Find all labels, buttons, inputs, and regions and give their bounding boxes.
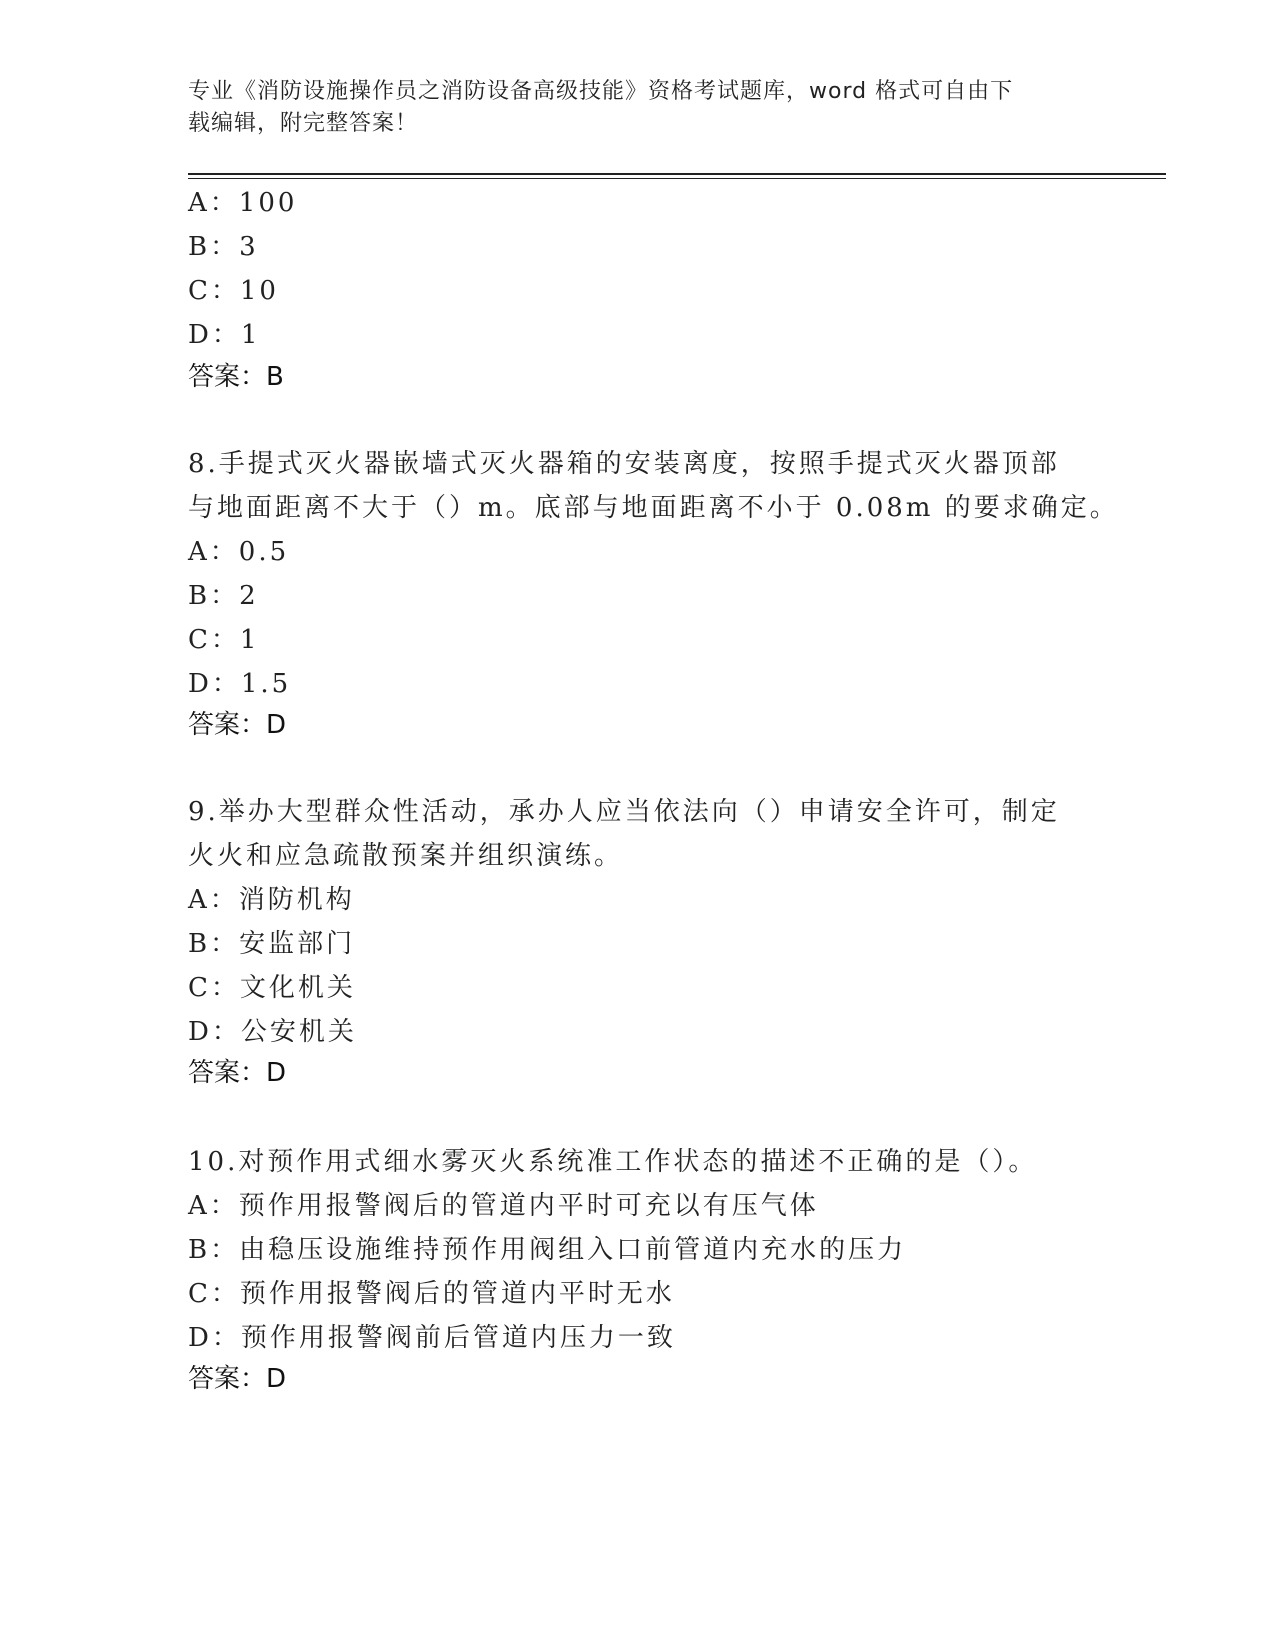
option-d: D：预作用报警阀前后管道内压力一致 (188, 1323, 676, 1353)
question-text: 与地面距离不大于（）m。底部与地面距离不小于 0.08m 的要求确定。 (188, 493, 1119, 523)
option-c: C：文化机关 (188, 973, 356, 1003)
question-text: 8.手提式灭火器嵌墙式灭火器箱的安装离度，按照手提式灭火器顶部 (188, 449, 1060, 479)
option-a: A：预作用报警阀后的管道内平时可充以有压气体 (188, 1191, 819, 1221)
option-b: B：3 (188, 232, 259, 262)
option-a: A：100 (188, 188, 298, 218)
header-rule-thick (188, 173, 1166, 175)
option-b: B：由稳压设施维持预作用阀组入口前管道内充水的压力 (188, 1235, 907, 1265)
answer-line: 答案：D (188, 710, 287, 740)
question-text: 火火和应急疏散预案并组织演练。 (188, 841, 624, 871)
option-a: A：0.5 (188, 537, 290, 567)
question-text: 9.举办大型群众性活动，承办人应当依法向（）申请安全许可，制定 (188, 797, 1060, 827)
option-d: D：1.5 (188, 669, 292, 699)
option-c: C：预作用报警阀后的管道内平时无水 (188, 1279, 675, 1309)
answer-line: 答案：D (188, 1058, 287, 1088)
header-rule-thin (188, 178, 1166, 179)
option-b: B：2 (188, 581, 259, 611)
option-a: A：消防机构 (188, 885, 355, 915)
answer-line: 答案：D (188, 1364, 287, 1394)
header-line-2: 载编辑，附完整答案！ (188, 111, 419, 136)
question-text: 10.对预作用式细水雾灭火系统准工作状态的描述不正确的是（）。 (188, 1147, 1038, 1177)
option-c: C：10 (188, 276, 279, 306)
option-d: D：公安机关 (188, 1017, 357, 1047)
header-line-1: 专业《消防设施操作员之消防设备高级技能》资格考试题库，word 格式可自由下 (188, 79, 1014, 104)
option-d: D：1 (188, 320, 261, 350)
answer-line: 答案：B (188, 362, 284, 392)
option-c: C：1 (188, 625, 260, 655)
option-b: B：安监部门 (188, 929, 356, 959)
